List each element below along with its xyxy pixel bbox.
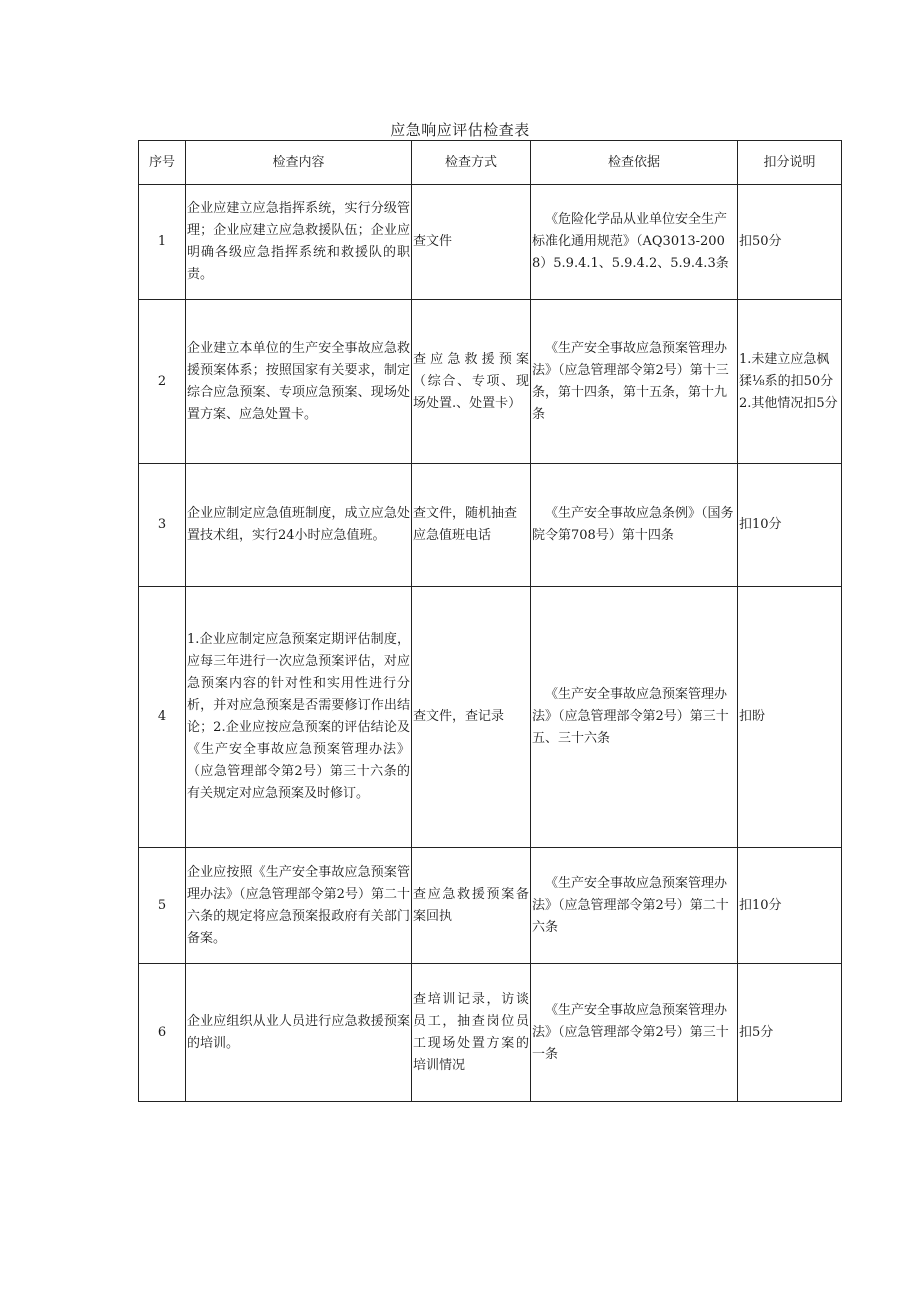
row-method: 查文件	[412, 185, 531, 300]
row-content: 企业应制定应急值班制度，成立应急处置技术组，实行24小时应急值班。	[186, 464, 412, 587]
row-basis: 《危险化学品从业单位安全生产标准化通用规范》（AQ3013-2008）5.9.4.1、5.9.4.2、5.9.4.3条	[531, 185, 738, 300]
row-method: 查文件，随机抽查应急值班电话	[412, 464, 531, 587]
header-row	[139, 141, 842, 185]
row-deduction: 扣10分	[738, 848, 842, 964]
table-row	[139, 964, 842, 1102]
row-basis: 《生产安全事故应急预案管理办法》（应急管理部令第2号）第三十五、三十六条	[531, 587, 738, 848]
table-row	[139, 587, 842, 848]
row-method: 查应急救援预案（综合、专项、现场处置.、处置卡）	[412, 300, 531, 464]
row-content: 企业应按照《生产安全事故应急预案管理办法》（应急管理部令第2号）第二十六条的规定将应急预案报政府有关部门备案。	[186, 848, 412, 964]
row-content: 企业建立本单位的生产安全事故应急救援预案体系；按照国家有关要求，制定综合应急预案、专项应急预案、现场处置方案、应急处置卡。	[186, 300, 412, 464]
inspection-table	[138, 140, 842, 1102]
page-title: 应急响应评估检查表	[390, 121, 530, 139]
table-row	[139, 464, 842, 587]
row-deduction: 1.未建立应急枫猱⅛系的扣50分2.其他情况扣5分	[738, 300, 842, 464]
row-deduction: 扣盼	[738, 587, 842, 848]
row-no: 6	[139, 964, 186, 1102]
row-method: 查文件，查记录	[412, 587, 531, 848]
row-deduction: 扣5分	[738, 964, 842, 1102]
row-content: 企业应建立应急指挥系统，实行分级管理；企业应建立应急救援队伍；企业应明确各级应急指挥系统和救援队的职责。	[186, 185, 412, 300]
table-row	[139, 300, 842, 464]
row-content: 企业应组织从业人员进行应急救援预案的培训。	[186, 964, 412, 1102]
header-no: 序号	[139, 141, 186, 185]
row-basis: 《生产安全事故应急条例》（国务院令第708号）第十四条	[531, 464, 738, 587]
header-content: 检查内容	[186, 141, 412, 185]
row-content: 1.企业应制定应急预案定期评估制度，应每三年进行一次应急预案评估，对应急预案内容的针对性和实用性进行分析，并对应急预案是否需要修订作出结论；2.企业应按应急预案的评估结论及《生产安全事故应急预案管理办法》（应急管理部令第2号）第三十六条的有关规定对应急预案及时修订。	[186, 587, 412, 848]
row-basis: 《生产安全事故应急预案管理办法》（应急管理部令第2号）第三十一条	[531, 964, 738, 1102]
row-no: 1	[139, 185, 186, 300]
row-method: 查应急救援预案备案回执	[412, 848, 531, 964]
row-no: 3	[139, 464, 186, 587]
row-no: 5	[139, 848, 186, 964]
table-row	[139, 185, 842, 300]
row-basis: 《生产安全事故应急预案管理办法》（应急管理部令第2号）第十三条，第十四条，第十五条，第十九条	[531, 300, 738, 464]
header-deduction: 扣分说明	[738, 141, 842, 185]
row-no: 2	[139, 300, 186, 464]
header-basis: 检查依据	[531, 141, 738, 185]
table-row	[139, 848, 842, 964]
header-method: 检查方式	[412, 141, 531, 185]
row-deduction: 扣10分	[738, 464, 842, 587]
row-no: 4	[139, 587, 186, 848]
row-method: 查培训记录，访谈员工，抽查岗位员工现场处置方案的培训情况	[412, 964, 531, 1102]
row-deduction: 扣50分	[738, 185, 842, 300]
row-basis: 《生产安全事故应急预案管理办法》（应急管理部令第2号）第二十六条	[531, 848, 738, 964]
